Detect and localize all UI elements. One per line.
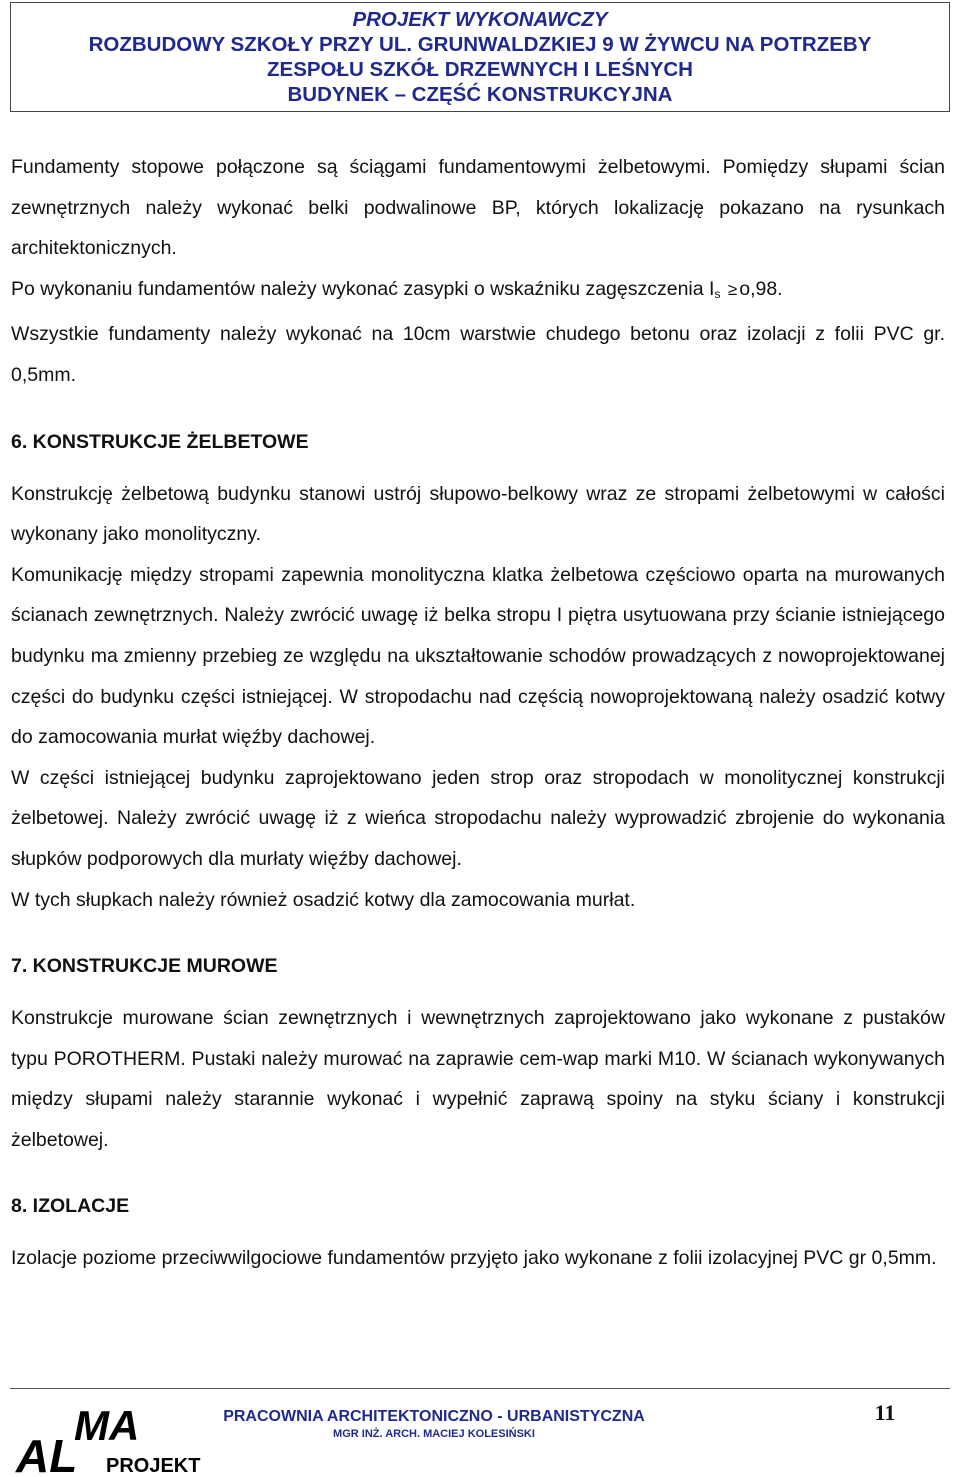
logo-projekt: PROJEKT [106, 1455, 201, 1474]
logo-al: AL [16, 1430, 78, 1474]
logo-ma: MA [74, 1402, 140, 1449]
text: Po wykonaniu fundamentów należy wykonać zasypki o wskaźniku zagęszczenia I [11, 277, 715, 300]
paragraph: Komunikację między stropami zapewnia monolityczna klatka żelbetowa częściowo oparta na murowanych ścianach zewnętrznych. Należy zwrócić uwagę iż belka stropu I piętra usytuowana przy ścianie istniejącego budynku ma zmienny przebieg ze względu na ukształtowanie schodów prowadzących z nowoprojektowanej części do budynku części istniejącej. W stropodachu nad częścią nowoprojektowaną należy osadzić kotwy do zamocowania murłat więźby dachowej. [11, 563, 945, 749]
paragraph-compaction [11, 269, 945, 315]
document-header [10, 2, 950, 112]
header-line-title: ROZBUDOWY SZKOŁY PRZY UL. GRUNWALDZKIEJ 9 W ŻYWCU NA POTRZEBY [88, 33, 872, 56]
paragraph: Wszystkie fundamenty należy wykonać na 10cm warstwie chudego betonu oraz izolacji z folii PVC gr. 0,5mm. [11, 323, 945, 386]
section-heading: 8. IZOLACJE [11, 1195, 130, 1218]
section-heading: 7. KONSTRUKCJE MUROWE [11, 955, 278, 978]
footer-divider [10, 1388, 950, 1389]
page-number: 11 [874, 1400, 896, 1425]
document-body [11, 147, 945, 1279]
text: o,98. [739, 277, 783, 300]
paragraph: W tych słupkach należy również osadzić kotwy dla zamocowania murłat. [11, 888, 636, 911]
paragraph: Konstrukcje murowane ścian zewnętrznych i wewnętrznych zaprojektowano jako wykonane z pustaków typu POROTHERM. Pustaki należy murować na zaprawie cem-wap marki M10. W ścianach wykonywanych między słupami należy starannie wykonać i wypełnić zaprawą spoiny na styku ściany i konstrukcji żelbetowej. [11, 1007, 945, 1151]
subscript: s [714, 286, 721, 301]
paragraph: Konstrukcję żelbetową budynku stanowi ustrój słupowo-belkowy wraz ze stropami żelbetowymi w całości wykonany jako monolityczny. [11, 482, 945, 546]
architect-name: MGR INŻ. ARCH. MACIEJ KOLESIŃSKI [333, 1428, 535, 1440]
firm-name: PRACOWNIA ARCHITEKTONICZNO - URBANISTYCZNA [223, 1408, 645, 1425]
paragraph: Izolacje poziome przeciwwilgociowe fundamentów przyjęto jako wykonane z folii izolacyjnej PVC gr 0,5mm. [11, 1247, 937, 1270]
firm-info [214, 1407, 654, 1441]
paragraph: Fundamenty stopowe połączone są ściągami fundamentowymi żelbetowymi. Pomiędzy słupami ścian zewnętrznych należy wykonać belki podwalinowe BP, których lokalizację pokazano na rysunkach architektonicznych. [11, 156, 945, 260]
section-heading: 6. KONSTRUKCJE ŻELBETOWE [11, 430, 309, 453]
header-line-part: BUDYNEK – CZĘŚĆ KONSTRUKCYJNA [287, 83, 673, 106]
paragraph: W części istniejącej budynku zaprojektowano jeden strop oraz stropodach w monolitycznej konstrukcji żelbetowej. Należy zwrócić uwagę iż z wieńca stropodachu należy wyprowadzić zbrojenie do wykonania słupków podporowych dla murłaty więźby dachowej. [11, 766, 945, 870]
company-logo [14, 1402, 214, 1474]
header-line-client: ZESPOŁU SZKÓŁ DRZEWNYCH I LEŚNYCH [267, 58, 693, 81]
greater-equal-symbol: ≥ [727, 279, 738, 299]
header-line-project-type: PROJEKT WYKONAWCZY [352, 8, 608, 31]
